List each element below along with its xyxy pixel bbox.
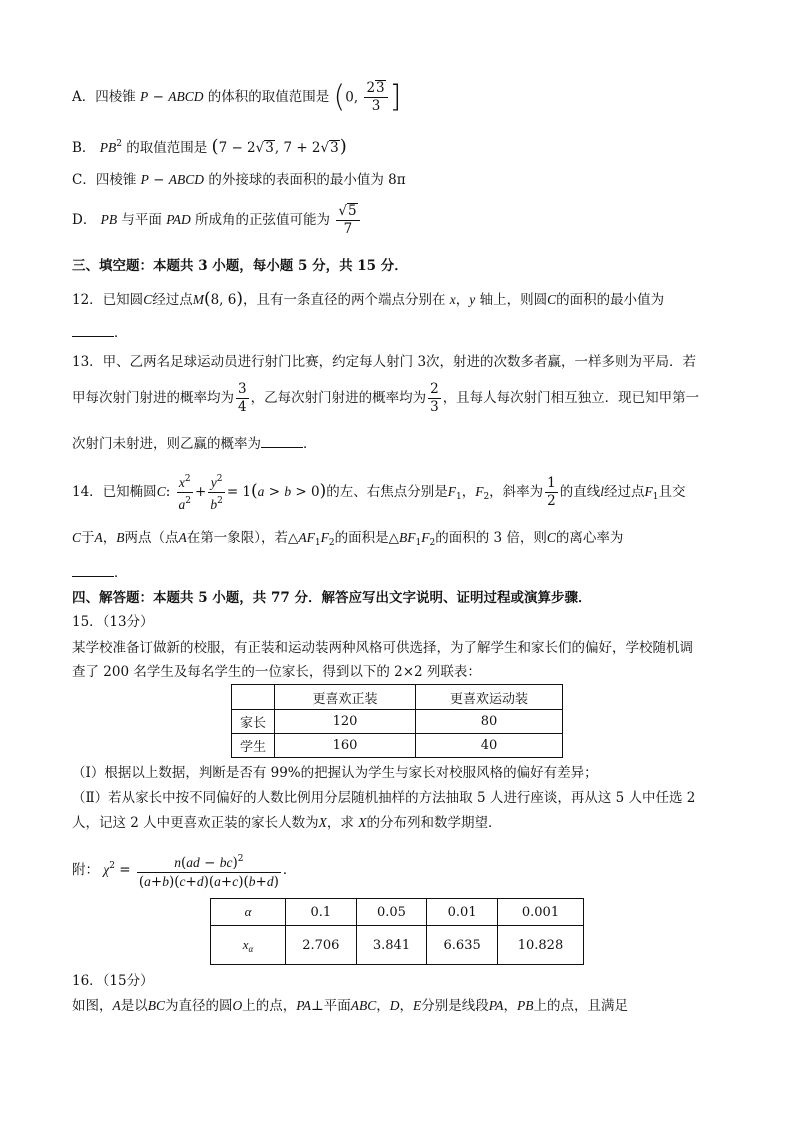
table-cell: 学生 — [232, 734, 275, 758]
q12-text: 轴上，则圆 — [479, 292, 548, 308]
x-alpha-cell: 10.828 — [497, 926, 583, 965]
q14-text: 的直线 — [559, 484, 601, 500]
q16-text: 分别是线段 — [421, 998, 489, 1014]
question-15-part2-line2: 人，记这 2 人中更喜欢正装的家长人数为X，求 X的分布列和数学期望． — [72, 815, 502, 831]
q16-text: 上的点， — [242, 998, 297, 1014]
q12-answer-blank[interactable]: ． — [72, 322, 128, 343]
q13-text: ，且每人每次射门相互独立．现已知甲第一 — [442, 390, 700, 406]
q14-text: 于 — [81, 530, 95, 546]
question-14-line1: 14．已知椭圆C: $\frac{x^2}{a^2}$ + $\frac{y^2}{b^2}$ = 1(a > b > 0)的左、右焦点分别是$F_1$，$F_2$，斜率为 $\frac{1}{2}$ 的直线l经过点$F_1$且交 — [72, 470, 686, 512]
option-d-label: D． — [72, 212, 97, 228]
question-14-line2: C于A，B两点（点A在第一象限），若$\triangle AF_1F_2$的面积是$\triangle BF_1F_2$的面积的 3 倍，则C的离心率为 — [72, 530, 624, 548]
q16-text: 平面 — [323, 998, 351, 1014]
question-13-line2: 甲每次射门射进的概率均为 $\frac{3}{4}$ ，乙每次射门射进的概率均为 $\frac{2}{3}$ ，且每人每次射门相互独立．现已知甲第一 — [72, 381, 700, 415]
option-c-label: C．四棱锥 — [72, 172, 137, 188]
table-header-cell: 更喜欢运动装 — [416, 685, 563, 710]
q14-text: 经过点 — [604, 484, 645, 500]
table-cell: 80 — [416, 710, 563, 734]
option-c-text: 的外接球的表面积的最小值为 8π — [208, 172, 406, 188]
q14-text: 的左、右焦点分别是 — [326, 484, 448, 500]
question-13-line1: 13．甲、乙两名足球运动员进行射门比赛，约定每人射门 3次，射进的次数多者赢，一样多则为平局．若 — [72, 354, 697, 370]
question-16-header: 16．（15分） — [72, 973, 154, 989]
q14-text: 在第一象限），若 — [186, 530, 289, 546]
table-header-cell — [232, 685, 275, 710]
q16-text: ， — [503, 998, 517, 1014]
q14-answer-blank[interactable]: ． — [72, 562, 128, 583]
table-cell: 160 — [275, 734, 416, 758]
q12-text: ，且有一条直径的两个端点分别在 — [243, 292, 446, 308]
option-d: D． PB 与平面 PAD 所成角的正弦值可能为 $\frac{√5}{7}$ — [72, 203, 362, 239]
question-16-para1: 如图，A是以BC为直径的圆O上的点，PA⊥平面ABC，D，E分别是线段PA，PB上的点，且满足 — [72, 998, 628, 1014]
question-15-para1: 某学校准备订做新的校服，有正装和运动装两种风格可供选择，为了解学生和家长们的偏好，学校随机调 — [72, 640, 693, 656]
option-d-text2: 所成角的正弦值可能为 — [195, 212, 331, 228]
question-13-line3: 次射门未射进，则乙赢的概率为 ． — [72, 433, 317, 454]
chi-square-formula: 附： $\chi^2$ = $\frac{n(ad - bc)^2}{(a+b)(c+d)(a+c)(b+d)}$ ． — [72, 846, 296, 886]
q14-text: 的离心率为 — [555, 530, 624, 546]
q16-text: 如图， — [72, 998, 113, 1014]
option-a: A．四棱锥 P − ABCD 的体积的取值范围是 (0, $\frac{23}{3}$ ] — [72, 79, 402, 115]
section-4-heading: 四、解答题：本题共 5 小题，共 77 分．解答应写出文字说明、证明过程或演算步骤． — [72, 590, 592, 606]
alpha-cell: 0.001 — [497, 899, 583, 926]
question-15-para2: 查了 200 名学生及每名学生的一位家长，得到以下的 2×2 列联表： — [72, 664, 481, 680]
q12-text: 的面积的最小值为 — [556, 292, 665, 308]
x-alpha-cell: 2.706 — [286, 926, 357, 965]
table-cell: 家长 — [232, 710, 275, 734]
option-b-text: 的取值范围是 — [126, 140, 208, 156]
alpha-label-cell: α — [211, 899, 286, 926]
table-header-cell: 更喜欢正装 — [275, 685, 416, 710]
question-12: 12．已知圆C经过点M(8, 6)，且有一条直径的两个端点分别在 x，y 轴上，则圆C的面积的最小值为 — [72, 289, 665, 309]
q12-text: 经过点 — [152, 292, 193, 308]
option-b: B． $PB^2$ 的取值范围是 (7 − 2√3, 7 + 2√3) — [72, 136, 347, 157]
option-c: C．四棱锥 P − ABCD 的外接球的表面积的最小值为 8π — [72, 172, 406, 188]
appendix-label: 附： — [72, 862, 99, 878]
q16-text: 是以 — [120, 998, 148, 1014]
q14-text: 的面积是 — [334, 530, 389, 546]
option-d-text: 与平面 — [121, 212, 162, 228]
q14-text: ，斜率为 — [489, 484, 544, 500]
q12-text: 12．已知圆 — [72, 292, 144, 308]
table-cell: 120 — [275, 710, 416, 734]
section-3-heading: 三、填空题：本题共 3 小题，每小题 5 分，共 15 分． — [72, 258, 408, 274]
q16-text: ， — [376, 998, 390, 1014]
option-b-label: B． — [72, 140, 96, 156]
question-15-header: 15．（13分） — [72, 614, 154, 630]
contingency-table — [231, 684, 563, 758]
q15-text: 人，记这 2 人中更喜欢正装的家长人数为 — [72, 815, 319, 831]
q13-text: 次射门未射进，则乙赢的概率为 — [72, 436, 261, 452]
q16-text: 上的点，且满足 — [533, 998, 628, 1014]
option-a-text: 的体积的取值范围是 — [207, 89, 330, 105]
q14-text: 且交 — [658, 484, 686, 500]
q14-text: 的面积的 3 倍，则 — [435, 530, 547, 546]
q16-text: ， — [399, 998, 413, 1014]
critical-value-table — [210, 898, 584, 965]
q13-text: ，乙每次射门射进的概率均为 — [250, 390, 427, 406]
option-a-label: A．四棱锥 — [72, 89, 136, 105]
q14-text: 14．已知椭圆 — [72, 484, 157, 500]
x-alpha-label-cell: $x_\alpha$ — [211, 926, 286, 965]
q14-text: 两点（点 — [124, 530, 179, 546]
q12-text: ， — [455, 292, 470, 308]
q15-text: 的分布列和数学期望． — [366, 815, 502, 831]
alpha-cell: 0.05 — [356, 899, 427, 926]
alpha-cell: 0.1 — [286, 899, 357, 926]
question-15-part1: （Ⅰ）根据以上数据，判断是否有 99%的把握认为学生与家长对校服风格的偏好有差异； — [72, 765, 598, 781]
table-cell: 40 — [416, 734, 563, 758]
x-alpha-cell: 6.635 — [427, 926, 498, 965]
alpha-cell: 0.01 — [427, 899, 498, 926]
q13-text: 甲每次射门射进的概率均为 — [72, 390, 234, 406]
question-15-part2-line1: （Ⅱ）若从家长中按不同偏好的人数比例用分层随机抽样的方法抽取 5 人进行座谈，再从这 5 人中任选 2 — [72, 790, 696, 806]
x-alpha-cell: 3.841 — [356, 926, 427, 965]
q16-text: 为直径的圆 — [165, 998, 233, 1014]
